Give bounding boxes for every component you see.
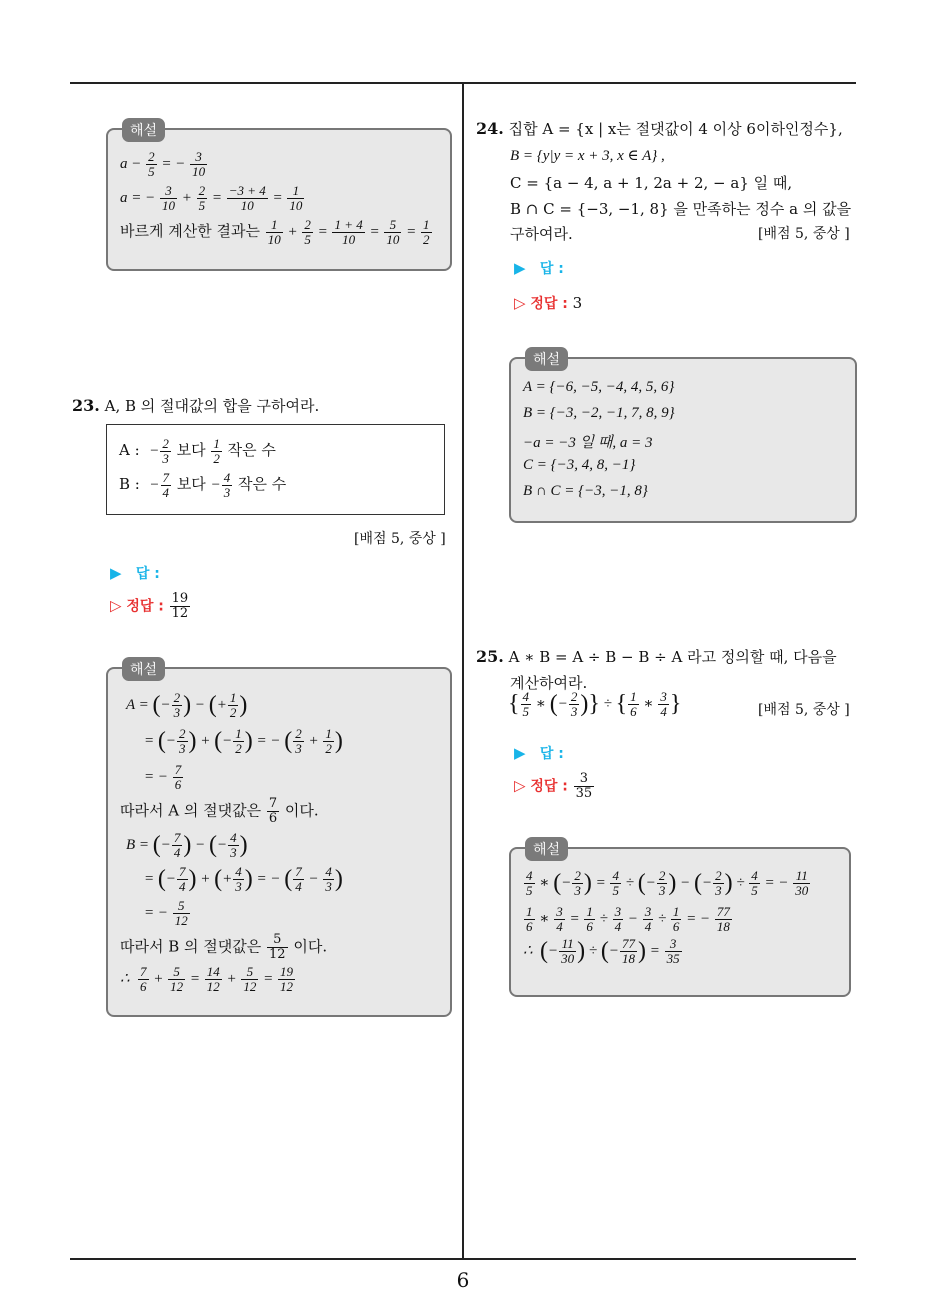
answer-label: 답 : <box>539 746 564 762</box>
q23-sol-l6: = (− $\frac{7}{4}$ ) + (+ $\frac{4}{3}$ ) = − ( $\frac{7}{4}$ − $\frac{4}{3}$ ) <box>144 864 343 894</box>
q23-sol-l1: A = (− $\frac{2}{3}$ ) − (+ $\frac{1}{2}$ ) <box>126 690 248 720</box>
q23-answer-row <box>110 563 160 583</box>
correct-label: 정답 : <box>530 296 568 312</box>
q25-line2: 계산하여라. <box>510 674 588 692</box>
q23-sol-l8: 따라서 B 의 절댓값은 $\frac{5}{12}$ 이다. <box>120 932 328 962</box>
correct-marker-icon: ▷ <box>110 596 122 615</box>
q25-sol-l2: $\frac{1}{6}$ ∗ $\frac{3}{4}$ = $\frac{1}{6}$ ÷ $\frac{3}{4}$ − $\frac{3}{4}$ ÷ $\frac{1}{6}$ = − $\frac{77}{18}$ <box>526 904 730 934</box>
answer-marker-icon: ▶ <box>514 259 526 277</box>
q25-correct-row: ▷ 정답 : $\frac{3}{35}$ <box>514 771 593 801</box>
answer-label: 답 : <box>539 261 564 277</box>
column-divider <box>462 83 464 1259</box>
q24-line3: C = {a − 4, a + 1, 2a + 2, − a} 일 때, <box>510 174 793 192</box>
q24-solution-box <box>509 352 857 523</box>
q23-sol-l7: = − $\frac{5}{12}$ <box>144 898 188 928</box>
answer-marker-icon: ▶ <box>110 564 122 582</box>
q24-sol-l5: B ∩ C = {−3, −1, 8} <box>523 483 648 499</box>
solution-tag: 해설 <box>525 347 568 371</box>
q23-sol-l4: 따라서 A 의 절댓값은 $\frac{7}{6}$ 이다. <box>120 796 319 826</box>
q25-line1: 25. A ∗ B = A ÷ B − B ÷ A 라고 정의할 때, 다음을 <box>476 647 837 666</box>
q24-correct-row <box>514 293 582 313</box>
q22-sol-line2: a = − $\frac{3}{10}$ + $\frac{2}{5}$ = $\frac{-3 + 4}{10}$ = $\frac{1}{10}$ <box>120 183 303 213</box>
q23-sol-l3: = − $\frac{7}{6}$ <box>144 762 182 792</box>
q25-expression: { $\frac{4}{5}$ ∗ (− $\frac{2}{3}$ )} ÷ { $\frac{1}{6}$ ∗ $\frac{3}{4}$ } <box>508 689 682 719</box>
q24-line2: B = {y|y = x + 3, x ∈ A} , <box>510 148 665 164</box>
q25-solution-box <box>509 842 851 997</box>
q25-points: [배점 5, 중상 ] <box>758 702 850 718</box>
q23-points: [배점 5, 중상 ] <box>354 531 446 547</box>
answer-label: 답 : <box>135 566 160 582</box>
q24-number: 24. <box>476 119 504 138</box>
q23-solution-box <box>106 662 452 1017</box>
correct-label: 정답 : <box>530 778 568 795</box>
q23-question <box>72 395 319 416</box>
answer-marker-icon: ▶ <box>514 744 526 762</box>
q23-correct-row: ▷ 정답 : $\frac{19}{12}$ <box>110 591 189 621</box>
q24-line4: B ∩ C = {−3, −1, 8} 을 만족하는 정수 a 의 값을 <box>510 200 852 218</box>
page-number: 6 <box>456 1268 470 1292</box>
q23-sol-l9: ∴ $\frac{7}{6}$ + $\frac{5}{12}$ = $\frac{14}{12}$ + $\frac{5}{12}$ = $\frac{19}{12}$ <box>120 964 294 994</box>
q23-number: 23. <box>72 396 100 415</box>
q25-sol-l3: ∴ (− $\frac{11}{30}$ ) ÷ (− $\frac{77}{18}$ ) = $\frac{3}{35}$ <box>523 936 680 966</box>
q23-row-a: A : − $\frac{2}{3}$ 보다 $\frac{1}{2}$ 작은 수 <box>119 436 276 466</box>
q24-sol-l2: B = {−3, −2, −1, 7, 8, 9} <box>523 405 675 421</box>
correct-marker-icon: ▷ <box>514 294 526 312</box>
q23-text: A, B 의 절대값의 합을 구하여라. <box>104 397 320 415</box>
q24-points: [배점 5, 중상 ] <box>758 226 850 242</box>
q24-sol-l4: C = {−3, 4, 8, −1} <box>523 457 636 473</box>
q25-number: 25. <box>476 647 504 666</box>
q24-line5: 구하여라. <box>510 225 573 243</box>
correct-marker-icon: ▷ <box>514 776 526 795</box>
correct-label: 정답 : <box>126 598 164 615</box>
q23-row-b: B : − $\frac{7}{4}$ 보다 − $\frac{4}{3}$ 작은 수 <box>119 470 287 500</box>
q25-sol-l1: $\frac{4}{5}$ ∗ (− $\frac{2}{3}$ ) = $\frac{4}{5}$ ÷ (− $\frac{2}{3}$ ) − (− $\frac{2}{3}$ ) ÷ $\frac{4}{5}$ = − $\frac{11}{30}$ <box>526 868 809 898</box>
solution-tag: 해설 <box>122 118 165 142</box>
q23-sol-l2: = (− $\frac{2}{3}$ ) + (− $\frac{1}{2}$ ) = − ( $\frac{2}{3}$ + $\frac{1}{2}$ ) <box>144 726 343 756</box>
q22-sol-line3: 바르게 계산한 결과는 $\frac{1}{10}$ + $\frac{2}{5}$ = $\frac{1 + 4}{10}$ = $\frac{5}{10}$ = $\frac{1}{2}$ <box>120 217 430 247</box>
q22-sol-line1: a − $\frac{2}{5}$ = − $\frac{3}{10}$ <box>120 149 206 179</box>
q24-correct-value: 3 <box>572 294 583 312</box>
q23-condition-box <box>106 424 445 515</box>
q24-sol-l3: −a = −3 일 때, a = 3 <box>523 435 653 451</box>
solution-tag: 해설 <box>525 837 568 861</box>
q25-answer-row <box>514 743 564 763</box>
q24-answer-row <box>514 258 564 278</box>
q24-sol-l1: A = {−6, −5, −4, 4, 5, 6} <box>523 379 675 395</box>
q23-sol-l5: B = (− $\frac{7}{4}$ ) − (− $\frac{4}{3}$ ) <box>126 830 248 860</box>
solution-tag: 해설 <box>122 657 165 681</box>
q24-line1: 24. 집합 A = {x | x는 절댓값이 4 이상 6이하인정수}, <box>476 119 843 138</box>
q22-solution-box <box>106 123 452 271</box>
